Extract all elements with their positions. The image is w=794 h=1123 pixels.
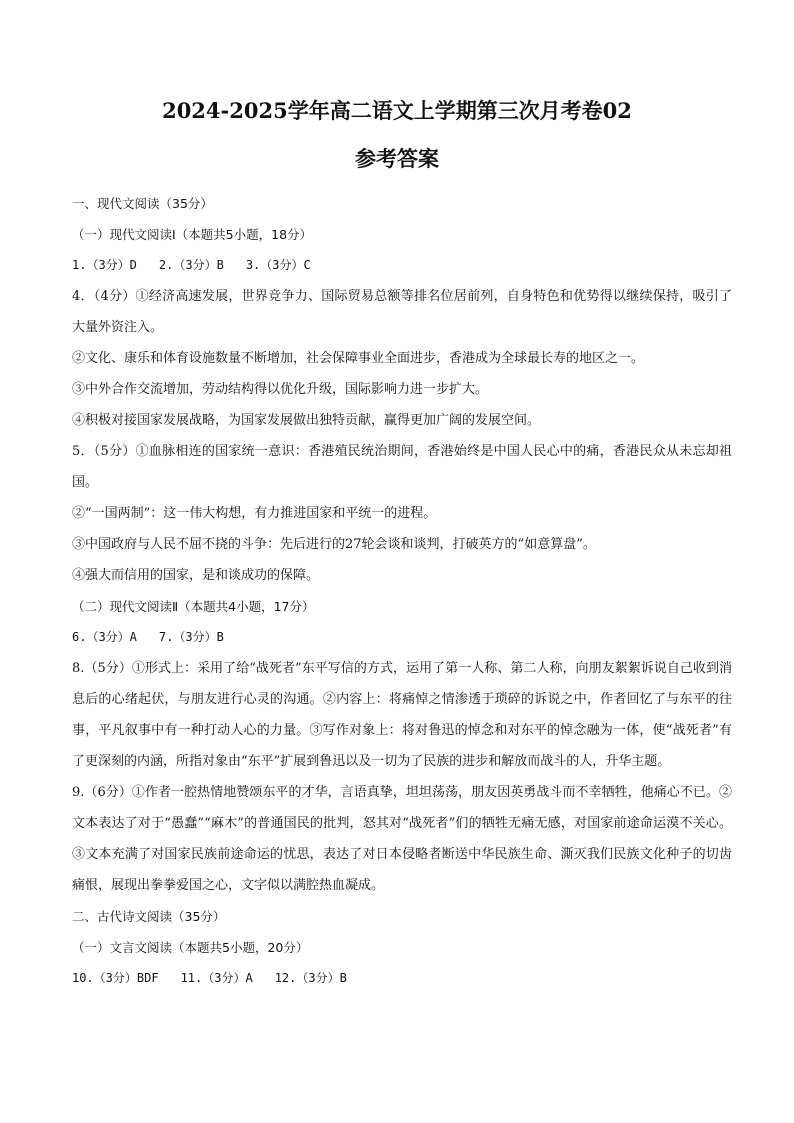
answer-content <box>72 188 732 994</box>
answer-q6: 6.（3分）A <box>72 630 137 644</box>
answer-q1: 1.（3分）D <box>72 258 137 272</box>
answer-q2: 2.（3分）B <box>158 258 224 272</box>
answer-q4: 4．（4分）①经济高速发展，世界竞争力、国际贸易总额等排名位居前列，自身特色和优势得以继续保持，吸引了大量外资注入。 <box>72 289 732 335</box>
subsection-heading-reading-1: （一）现代文阅读Ⅰ（本题共5小题，18分） <box>72 227 313 242</box>
answer-q9: 9.（6分）①作者一腔热情地赞颂东平的才华，言语真挚，坦坦荡荡，朋友因英勇战斗而不幸牺牲，他痛心不已。②文本表达了对于“愚蠢”“麻木”的普通国民的批判，怒其对“战死者”们的牺牲无痛无感，对国家前途命运漠不关心。③文本充满了对国家民族前途命运的忧思，表达了对日本侵略者断送中华民族生命、澌灭我们民族文化种子的切齿痛恨，展现出拳拳爱国之心，文字似以满腔热血凝成。 <box>72 785 732 893</box>
answer-q11: 11.（3分）A <box>180 971 253 985</box>
subsection-heading-classical-prose: （一）文言文阅读（本题共5小题，20分） <box>72 940 309 955</box>
answer-q3: 3.（3分）C <box>245 258 311 272</box>
answer-q4-point-3: ③中外合作交流增加，劳动结构得以优化升级，国际影响力进一步扩大。 <box>72 382 489 397</box>
answer-q5-point-2: ②“一国两制”：这一伟大构想，有力推进国家和平统一的进程。 <box>72 506 437 521</box>
page-title: 2024-2025学年高二语文上学期第三次月考卷02 <box>162 98 632 123</box>
answer-q7: 7.（3分）B <box>158 630 224 644</box>
answer-q12: 12.（3分）B <box>274 971 347 985</box>
subsection-heading-reading-2: （二）现代文阅读Ⅱ（本题共4小题，17分） <box>72 599 315 614</box>
answer-q5-point-4: ④强大而信用的国家，是和谈成功的保障。 <box>72 568 320 583</box>
answer-row-10-12 <box>72 963 732 994</box>
answer-q10: 10.（3分）BDF <box>72 971 159 985</box>
answer-q5-point-3: ③中国政府与人民不屈不挠的斗争：先后进行的27轮会谈和谈判，打破英方的“如意算盘”。 <box>72 537 596 552</box>
answer-q4-point-4: ④积极对接国家发展战略，为国家发展做出独特贡献，赢得更加广阔的发展空间。 <box>72 413 541 428</box>
answer-q8: 8.（5分）①形式上：采用了给“战死者”东平写信的方式，运用了第一人称、第二人称，向朋友絮絮诉说自己收到消息后的心绪起伏，与朋友进行心灵的沟通。②内容上：将痛悼之情渗透于琐碎的诉说之中，作者回忆了与东平的往事，平凡叙事中有一种打动人心的力量。③写作对象上：将对鲁迅的悼念和对东平的悼念融为一体，使“战死者”有了更深刻的内涵，所指对象由“东平”扩展到鲁迅以及一切为了民族的进步和解放而战斗的人，升华主题。 <box>72 661 732 769</box>
section-heading-modern-reading: 一、现代文阅读（35分） <box>72 196 213 211</box>
answer-q4-point-2: ②文化、康乐和体育设施数量不断增加，社会保障事业全面进步，香港成为全球最长寿的地区之一。 <box>72 351 645 366</box>
page-subtitle: 参考答案 <box>355 146 439 171</box>
answer-row-1-3 <box>72 250 732 281</box>
answer-q5: 5．（5分）①血脉相连的国家统一意识：香港殖民统治期间，香港始终是中国人民心中的痛，香港民众从未忘却祖国。 <box>72 444 732 490</box>
answer-row-6-7 <box>72 622 732 653</box>
section-heading-classical-reading: 二、古代诗文阅读（35分） <box>72 909 226 924</box>
